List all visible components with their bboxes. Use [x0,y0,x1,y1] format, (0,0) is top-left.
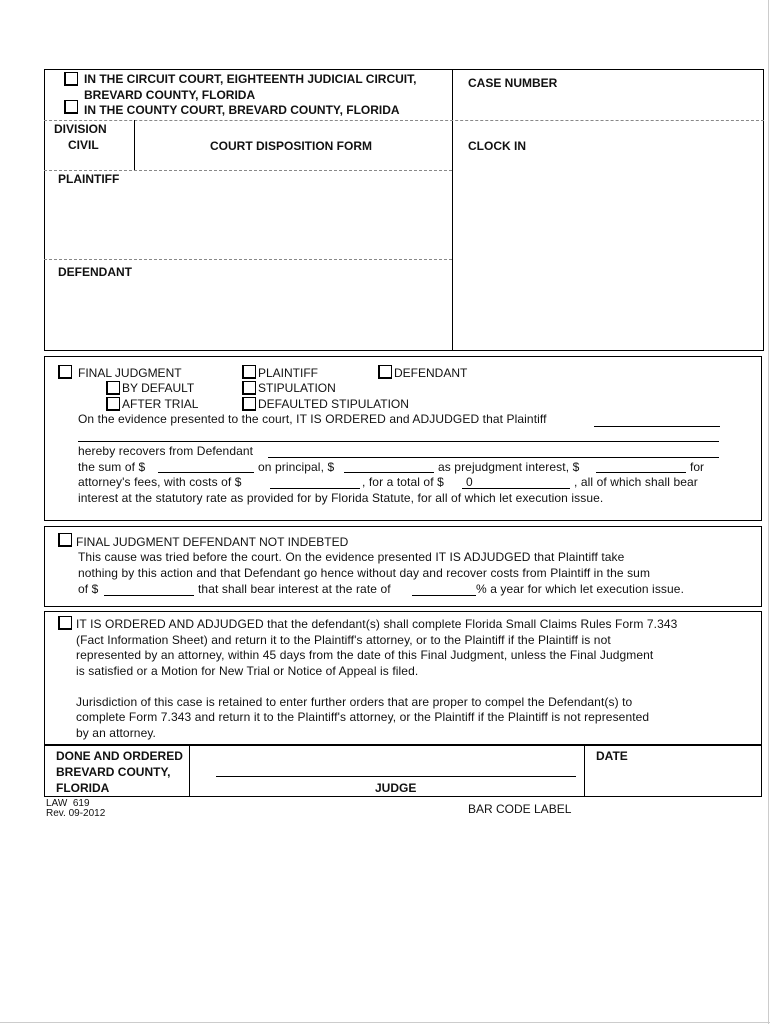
division-value: CIVIL [68,138,99,152]
not-indebted-line1: This cause was tried before the court. On the evidence presented IT IS ADJUDGED that Plaintiff take [78,550,625,564]
done-and-ordered: DONE AND ORDERED [56,749,183,763]
not-indebted-costs-field[interactable] [104,595,194,596]
fact-info-line2: (Fact Information Sheet) and return it to the Plaintiff's attorney, or to the Plaintiff if the Plaintiff is not [76,633,611,647]
interest-rate-field[interactable] [412,595,476,596]
date-divider [584,745,585,797]
prejudgment-label: as prejudgment interest, $ [438,460,580,474]
not-indebted-checkbox[interactable] [58,533,72,547]
circuit-court-line1: IN THE CIRCUIT COURT, EIGHTEENTH JUDICIAL CIRCUIT, [84,72,417,86]
jurisdiction-line2: complete Form 7.343 and return it to the Plaintiff's attorney, or the Plaintiff if the Plaintiff is not represented [76,710,650,724]
fees-amount-field[interactable] [596,472,686,473]
judge-label: JUDGE [375,781,417,795]
defendant-checkbox[interactable] [378,365,392,379]
county-court-line: IN THE COUNTY COURT, BREVARD COUNTY, FLORIDA [84,103,400,117]
defendant-option-label: DEFENDANT [394,366,468,380]
not-indebted-title: FINAL JUDGMENT DEFENDANT NOT INDEBTED [76,535,349,549]
final-judgment-checkbox[interactable] [58,365,72,379]
by-default-label: BY DEFAULT [122,381,195,395]
for-label: for [690,460,705,474]
sum-of-label: the sum of $ [78,460,146,474]
florida: FLORIDA [56,781,110,795]
page-bottom-edge [0,1022,770,1023]
interest-line: interest at the statutory rate as provided for by Florida Statute, for all of which let execution issue. [78,491,604,505]
header-row-divider-1 [44,120,764,121]
prejudgment-amount-field[interactable] [344,472,434,473]
form-title: COURT DISPOSITION FORM [210,139,372,153]
county-court-checkbox[interactable] [64,100,78,114]
case-number-label: CASE NUMBER [468,76,558,90]
total-amount-field[interactable] [462,488,570,489]
recovers-line: hereby recovers from Defendant [78,444,254,458]
header-row-divider-2 [44,170,452,171]
division-divider [134,120,135,170]
all-of-which-label: , all of which shall bear [574,475,698,489]
fact-info-line3: represented by an attorney, within 45 days from the date of this Final Judgment, unless the Final Judgment [76,648,654,662]
after-trial-checkbox[interactable] [106,397,120,411]
brevard-county: BREVARD COUNTY, [56,765,171,779]
on-principal-label: on principal, $ [258,460,335,474]
clock-in-label: CLOCK IN [468,139,526,153]
plaintiff-checkbox[interactable] [242,365,256,379]
defaulted-stipulation-checkbox[interactable] [242,397,256,411]
header-vertical-divider [452,69,453,351]
plaintiff-label: PLAINTIFF [58,172,120,186]
total-value: 0 [466,475,473,489]
header-row-divider-3 [44,259,452,260]
circuit-court-checkbox[interactable] [64,72,78,86]
evidence-line: On the evidence presented to the court, IT IS ORDERED and ADJUDGED that Plaintiff [78,412,547,426]
principal-amount-field[interactable] [158,472,254,473]
final-judgment-label: FINAL JUDGMENT [78,366,182,380]
plaintiff-name-field-2[interactable] [78,441,719,442]
stipulation-label: STIPULATION [258,381,336,395]
jurisdiction-line3: by an attorney. [76,726,156,740]
by-default-checkbox[interactable] [106,381,120,395]
not-indebted-line3c: % a year for which let execution issue. [476,582,684,596]
defaulted-stipulation-label: DEFAULTED STIPULATION [258,397,409,411]
for-a-total-label: , for a total of $ [362,475,444,489]
stipulation-checkbox[interactable] [242,381,256,395]
defendant-label: DEFENDANT [58,265,132,279]
defendant-name-field[interactable] [268,457,719,458]
form-revision: Rev. 09-2012 [46,808,106,819]
circuit-court-line2: BREVARD COUNTY, FLORIDA [84,88,256,102]
fact-info-line1: IT IS ORDERED AND ADJUDGED that the defendant(s) shall complete Florida Small Claims Rules Form 7.343 [76,617,678,631]
form-number: LAW 619 [46,798,90,809]
page-right-edge [768,0,769,1024]
jurisdiction-line1: Jurisdiction of this case is retained to enter further orders that are proper to compel the Defendant(s) to [76,695,633,709]
plaintiff-option-label: PLAINTIFF [258,366,319,380]
fact-info-line4: is satisfied or a Motion for New Trial or Notice of Appeal is filed. [76,664,419,678]
plaintiff-name-field[interactable] [594,426,720,427]
attorneys-fees-label: attorney's fees, with costs of $ [78,475,242,489]
fact-information-checkbox[interactable] [58,616,72,630]
done-divider [189,745,190,797]
after-trial-label: AFTER TRIAL [122,397,199,411]
division-label: DIVISION [54,122,107,136]
date-label: DATE [596,749,628,763]
not-indebted-line3b: that shall bear interest at the rate of [198,582,391,596]
bar-code-label: BAR CODE LABEL [468,802,572,816]
judge-signature-line[interactable] [216,776,576,777]
costs-amount-field[interactable] [270,488,360,489]
not-indebted-line3a: of $ [78,582,99,596]
not-indebted-line2: nothing by this action and that Defendant go hence without day and recover costs from Plaintiff in the sum [78,566,651,580]
